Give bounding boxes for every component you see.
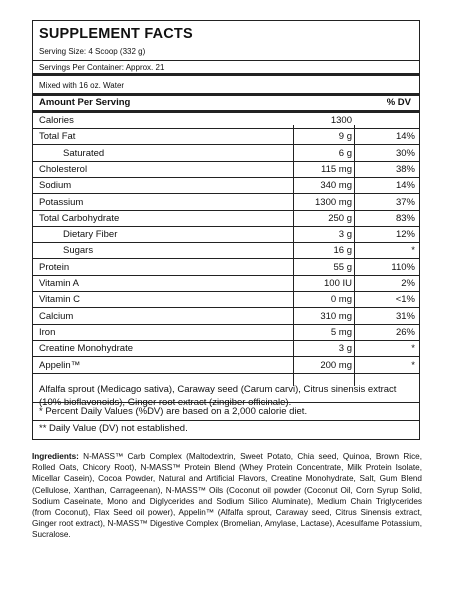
nutrient-name: Calories xyxy=(39,115,74,126)
panel-title: SUPPLEMENT FACTS xyxy=(39,26,193,42)
nutrient-name: Total Fat xyxy=(39,131,76,143)
nutrient-row xyxy=(33,309,419,325)
nutrient-amount: 100 IU xyxy=(324,278,352,289)
footnote-dv: * Percent Daily Values (%DV) are based on a 2,000 calorie diet. xyxy=(39,406,308,417)
nutrient-dv: * xyxy=(411,245,415,257)
nutrient-name: Saturated xyxy=(63,147,105,159)
nutrient-dv: * xyxy=(411,343,415,355)
nutrient-name: Sodium xyxy=(39,180,72,192)
nutrient-amount: 16 g xyxy=(333,245,352,257)
nutrient-name: Vitamin A xyxy=(39,278,79,289)
nutrient-row xyxy=(33,227,419,243)
nutrient-name: Calcium xyxy=(39,310,74,322)
supplement-facts-panel xyxy=(32,20,420,440)
nutrient-name: Protein xyxy=(39,261,70,273)
nutrient-dv: 2% xyxy=(401,278,415,289)
nutrient-row xyxy=(33,178,419,194)
nutrient-row xyxy=(33,243,419,259)
nutrient-dv: 12% xyxy=(395,229,415,241)
nutrient-dv: 37% xyxy=(395,196,415,208)
nutrient-dv: <1% xyxy=(395,294,415,306)
nutrient-dv: 31% xyxy=(395,310,415,322)
amount-per-serving-header: Amount Per Serving xyxy=(39,97,131,108)
nutrient-name: Iron xyxy=(39,326,56,338)
nutrient-amount: 55 g xyxy=(333,261,352,273)
nutrient-dv: * xyxy=(411,359,415,371)
nutrient-row xyxy=(33,292,419,308)
ingredients-block xyxy=(32,451,422,541)
nutrient-amount: 1300 mg xyxy=(315,196,352,208)
nutrient-dv: 14% xyxy=(395,131,415,143)
nutrient-amount: 250 g xyxy=(328,212,352,224)
nutrient-row xyxy=(33,129,419,145)
nutrient-name: Creatine Monohydrate xyxy=(39,343,133,355)
ingredients-text: N-MASS™ Carb Complex (Maltodextrin, Sweet Potato, Chia seed, Quinoa, Brown Rice, Rolled Oats, Chicory Root), N-MASS™ Protein Blend (Whey Protein Concentrate, Milk Protein Isolate, Micellar Casein), Cocoa Powder, Natural and Artificial Flavors, Creatine Monohydrate, Salt, Gum Blend (Cellulose, Xanthan, Carrageenan), N-MASS™ Oils (Coconut oil powder (Coconut Oil, Corn Syrup Solid, Sodium Caseinate, Mono and Diglycerides and Sodium Silico Aluminate), Medium Chain Triglycerides (from Coconut), Flax Seed oil power), Appelin™ (Alfalfa sprout, Caraway seed, Citrus Sinensis extract, Ginger root extract), N-MASS™ Digestive Complex (Bromelian, Amylase, Lactase), Acesulfame Potassium, Sucralose. xyxy=(32,452,422,540)
nutrient-name: Appelin™ xyxy=(39,359,81,371)
nutrient-row xyxy=(33,260,419,276)
nutrient-row xyxy=(33,276,419,292)
column-divider xyxy=(354,125,355,386)
nutrient-name: Sugars xyxy=(63,245,94,257)
nutrient-dv: 14% xyxy=(395,180,415,192)
divider-thick xyxy=(33,93,419,96)
nutrient-row xyxy=(33,211,419,227)
divider-thick xyxy=(33,73,419,76)
nutrient-amount: 3 g xyxy=(338,229,352,241)
nutrient-amount: 0 mg xyxy=(330,294,352,306)
divider xyxy=(33,402,419,403)
nutrient-dv: 110% xyxy=(391,261,415,273)
footnote-not-established: ** Daily Value (DV) not established. xyxy=(39,423,188,434)
divider xyxy=(33,420,419,421)
serving-size: Serving Size: 4 Scoop (332 g) xyxy=(39,47,146,56)
nutrient-row xyxy=(33,341,419,357)
table-header xyxy=(39,97,413,111)
nutrient-amount: 340 mg xyxy=(320,180,352,192)
column-divider xyxy=(293,125,294,386)
servings-per-container: Servings Per Container: Approx. 21 xyxy=(39,63,165,72)
dv-header: % DV xyxy=(386,97,411,108)
nutrient-amount: 1300 xyxy=(330,115,352,126)
nutrient-row xyxy=(33,146,419,162)
nutrient-dv: 26% xyxy=(395,326,415,338)
nutrient-amount: 115 mg xyxy=(321,163,352,175)
mixed-with: Mixed with 16 oz. Water xyxy=(39,81,125,90)
nutrient-name: Dietary Fiber xyxy=(63,229,118,241)
nutrient-row xyxy=(33,358,419,374)
nutrient-name: Cholesterol xyxy=(39,163,88,175)
nutrient-row xyxy=(33,195,419,211)
nutrient-amount: 6 g xyxy=(338,147,352,159)
nutrient-name: Total Carbohydrate xyxy=(39,212,120,224)
nutrient-amount: 9 g xyxy=(338,131,352,143)
appelin-detail: Alfalfa sprout (Medicago sativa), Caraway seed (Carum carvi), Citrus sinensis extract (10% bioflavonoids), Ginger root extract (zingiber officinale). xyxy=(39,384,397,408)
nutrient-amount: 5 mg xyxy=(330,326,352,338)
nutrient-amount: 200 mg xyxy=(320,359,352,371)
nutrient-name: Vitamin C xyxy=(39,294,81,306)
nutrient-row xyxy=(33,325,419,341)
nutrient-row xyxy=(33,113,419,129)
nutrient-row xyxy=(33,162,419,178)
nutrient-dv: 83% xyxy=(395,212,415,224)
nutrient-amount: 310 mg xyxy=(320,310,352,322)
divider xyxy=(33,60,419,61)
ingredients-label: Ingredients: xyxy=(32,452,79,461)
nutrient-dv: 38% xyxy=(395,163,415,175)
nutrient-name: Potassium xyxy=(39,196,84,208)
nutrient-amount: 3 g xyxy=(338,343,352,355)
nutrient-dv: 30% xyxy=(395,147,415,159)
